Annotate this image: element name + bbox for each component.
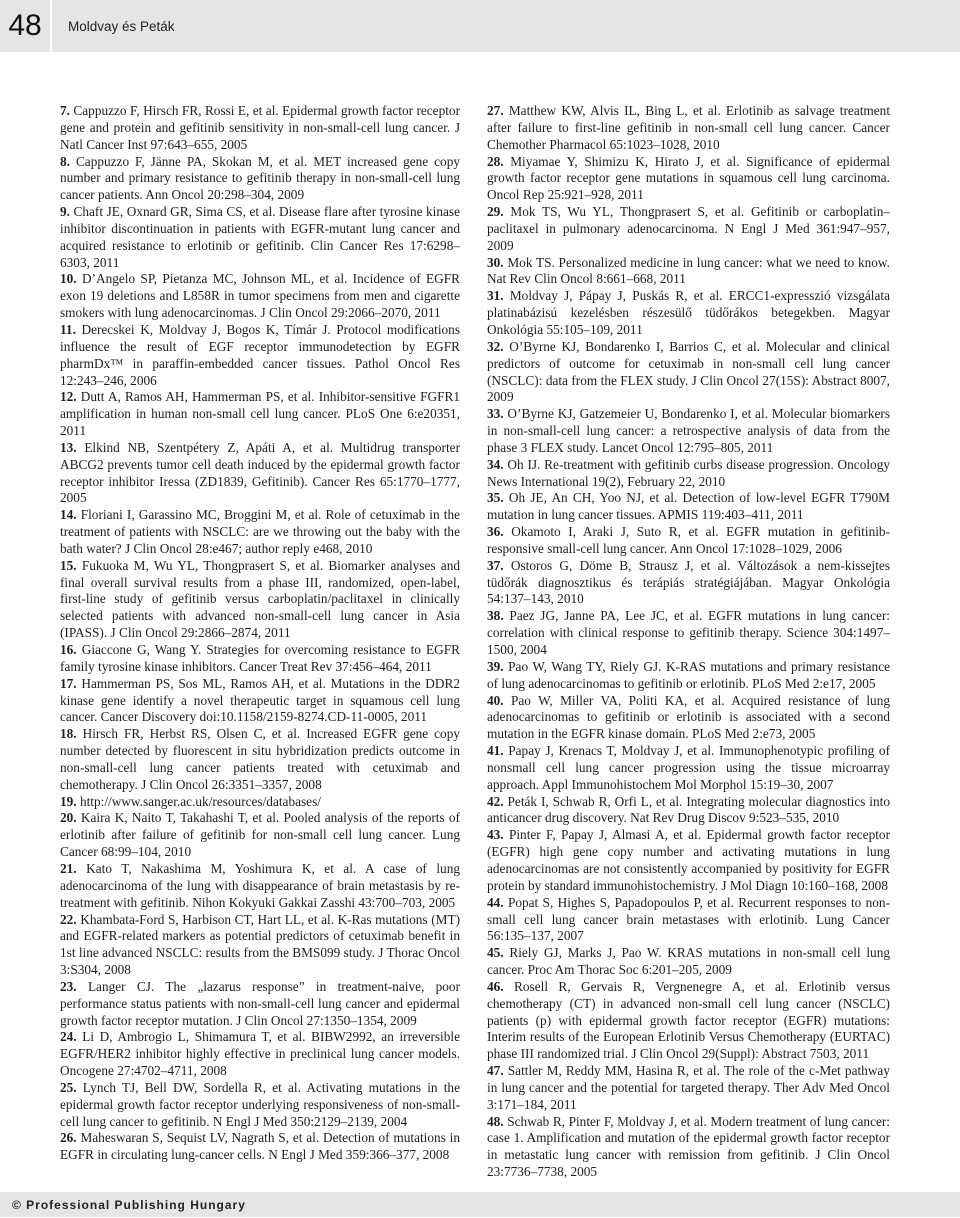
reference-item: [60, 642, 460, 676]
reference-item: [60, 912, 460, 979]
reference-item: [60, 322, 460, 389]
reference-text: Pao W, Miller VA, Politi KA, et al. Acquired resistance of lung adenocarcinomas to gefitinib or erlotinib is associated with a second mutation in the EGFR kinase domain. PLoS Med 2:e73, 2005: [487, 692, 890, 742]
reference-item: [60, 1130, 460, 1164]
reference-number: 42.: [487, 793, 504, 809]
reference-number: 16.: [60, 642, 77, 657]
reference-text: D’Angelo SP, Pietanza MC, Johnson ML, et al. Incidence of EGFR exon 19 deletions and L858R in tumor specimens from men and cigarette smokers with lung adenocarcinomas. J Clin Oncol 29:2066–2070, 2011: [60, 271, 460, 321]
reference-text: Schwab R, Pinter F, Moldvay J, et al. Modern treatment of lung cancer: case 1. Amplification and mutation of the epidermal growth factor receptor in metastatic lung cancer with remission from gefitinib. J Clin Oncol 23:7736–7738, 2005: [487, 1113, 890, 1180]
reference-text: Sattler M, Reddy MM, Hasina R, et al. The role of the c-Met pathway in lung cancer and the potential for targeted therapy. Ther Adv Med Oncol 3:171–184, 2011: [487, 1063, 890, 1112]
reference-text: Elkind NB, Szentpétery Z, Apáti A, et al. Multidrug transporter ABCG2 prevents tumor cell death induced by the epidermal growth factor receptor inhibitor Iressa (ZD1839, Gefitinib). Cancer Res 65:1770–1777, 2005: [60, 439, 460, 506]
reference-text: Cappuzzo F, Jänne PA, Skokan M, et al. MET increased gene copy number and primary resistance to gefitinib therapy in non-small-cell lung cancer patients. Ann Oncol 20:298–304, 2009: [60, 153, 461, 203]
reference-item: [487, 490, 890, 524]
reference-text: Chaft JE, Oxnard GR, Sima CS, et al. Disease flare after tyrosine kinase inhibitor discontinuation in patients with EGFR-mutant lung cancer and acquired resistance to erlotinib or gefitinib. Clin Cancer Res 17:6298–6303, 2011: [60, 204, 460, 270]
reference-number: 35.: [487, 490, 504, 506]
reference-number: 36.: [487, 524, 504, 540]
reference-text: Derecskei K, Moldvay J, Bogos K, Tímár J. Protocol modifications influence the result of EGF receptor immunodetection by EGFR pharmDx™ in paraffin-embedded cancer tissues. Pathol Oncol Res 12:243–246, 2006: [60, 321, 461, 388]
reference-text: Maheswaran S, Sequist LV, Nagrath S, et al. Detection of mutations in EGFR in circulating lung-cancer cells. N Engl J Med 359:366–377, 2008: [60, 1130, 460, 1163]
reference-item: [487, 558, 890, 609]
reference-item: [487, 154, 890, 205]
reference-number: 14.: [60, 507, 77, 523]
reference-number: 21.: [60, 860, 77, 876]
reference-item: [487, 693, 890, 744]
running-title: Moldvay és Peták: [68, 19, 175, 34]
reference-text: Lynch TJ, Bell DW, Sordella R, et al. Activating mutations in the epidermal growth factor receptor underlying responsiveness of non-small-cell lung cancer to gefitinib. N Engl J Med 350:2129–2139, 2004: [60, 1079, 460, 1129]
reference-item: [60, 810, 460, 861]
reference-item: [487, 103, 890, 154]
reference-item: [60, 794, 460, 811]
reference-item: [60, 507, 460, 558]
reference-number: 17.: [60, 675, 77, 691]
reference-text: Okamoto I, Araki J, Suto R, et al. EGFR mutation in gefitinib-responsive small-cell lung cancer. Ann Oncol 17:1028–1029, 2006: [487, 524, 890, 556]
reference-text: Hammerman PS, Sos ML, Ramos AH, et al. Mutations in the DDR2 kinase gene identify a novel therapeutic target in squamous cell lung cancer. Cancer Discovery doi:10.1158/2159-8274.CD-11-0005, 2011: [60, 675, 460, 725]
reference-item: [60, 389, 460, 440]
reference-text: Papay J, Krenacs T, Moldvay J, et al. Immunophenotypic profiling of nonsmall cell lung cancer progression using the tissue microarray approach. Appl Immunohistochem Mol Morphol 15:19–30, 2007: [487, 743, 890, 792]
reference-number: 47.: [487, 1063, 504, 1079]
reference-item: [60, 154, 460, 205]
reference-number: 27.: [487, 103, 504, 118]
reference-text: Cappuzzo F, Hirsch FR, Rossi E, et al. Epidermal growth factor receptor gene and protein and gefitinib sensitivity in non-small-cell lung cancer. J Natl Cancer Inst 97:643–655, 2005: [60, 103, 460, 152]
reference-text: Ostoros G, Döme B, Strausz J, et al. Változások a nem-kissejtes tüdőrák diagnosztikus és terápiás stratégiájában. Magyar Onkológia 54:137–143, 2010: [487, 557, 890, 607]
reference-number: 22.: [60, 911, 77, 927]
reference-number: 10.: [60, 271, 77, 287]
reference-number: 32.: [487, 338, 504, 354]
reference-number: 7.: [60, 103, 70, 118]
reference-number: 48.: [487, 1113, 504, 1129]
reference-number: 46.: [487, 978, 504, 994]
copyright-notice: © Professional Publishing Hungary: [12, 1198, 246, 1212]
reference-item: [60, 726, 460, 793]
reference-number: 43.: [487, 827, 504, 843]
reference-number: 39.: [487, 658, 504, 674]
references-left-column: [60, 103, 460, 1164]
reference-item: [60, 1029, 460, 1080]
reference-number: 9.: [60, 204, 70, 220]
reference-number: 38.: [487, 608, 504, 624]
reference-item: [487, 406, 890, 457]
reference-text: Fukuoka M, Wu YL, Thongprasert S, et al. Biomarker analyses and final overall survival results from a phase III, randomized, open-label, first-line study of gefitinib versus carboplatin/paclitaxel in clinically selected patients with advanced non-small-cell lung cancer in Asia (IPASS). J Clin Oncol 29:2866–2874, 2011: [60, 557, 460, 641]
reference-number: 18.: [60, 726, 77, 742]
reference-item: [60, 558, 460, 642]
reference-text: Kaira K, Naito T, Takahashi T, et al. Pooled analysis of the reports of erlotinib after failure of gefitinib for non-small cell lung cancer. Lung Cancer 68:99–104, 2010: [60, 810, 460, 860]
reference-number: 40.: [487, 692, 504, 708]
reference-item: [60, 861, 460, 912]
reference-text: Langer CJ. The „lazarus response” in treatment-naive, poor performance status patients with non-small-cell lung cancer and epidermal growth factor receptor mutation. J Clin Oncol 27:1350–1354, 2009: [60, 978, 460, 1028]
reference-text: Giaccone G, Wang Y. Strategies for overcoming resistance to EGFR family tyrosine kinase inhibitors. Cancer Treat Rev 37:456–464, 2011: [60, 642, 460, 674]
reference-item: [60, 204, 460, 271]
reference-text: Mok TS. Personalized medicine in lung cancer: what we need to know. Nat Rev Clin Oncol 8:661–668, 2011: [487, 254, 890, 287]
reference-item: [60, 103, 460, 154]
reference-number: 41.: [487, 743, 504, 759]
reference-text: Hirsch FR, Herbst RS, Olsen C, et al. Increased EGFR gene copy number detected by fluorescent in situ hybridization predicts outcome in non-small-cell lung cancer patients treated with cetuximab and chemotherapy. J Clin Oncol 26:3351–3357, 2008: [60, 726, 461, 792]
reference-item: [60, 1080, 460, 1131]
reference-text: Pinter F, Papay J, Almasi A, et al. Epidermal growth factor receptor (EGFR) high gene copy number and activating mutations in lung adenocarcinomas are not consistently accompanied by positivity for EGFR protein by standard immunohistochemistry. J Mol Diagn 10:160–168, 2008: [487, 827, 890, 893]
reference-item: [487, 255, 890, 289]
reference-item: [487, 743, 890, 794]
reference-item: [487, 204, 890, 255]
reference-number: 25.: [60, 1079, 77, 1095]
reference-text: Popat S, Highes S, Papadopoulos P, et al. Recurrent responses to non-small cell lung cancer brain metastases with erlotinib. Lung Cancer 56:135–137, 2007: [487, 894, 891, 944]
reference-number: 45.: [487, 945, 504, 961]
reference-text: O’Byrne KJ, Bondarenko I, Barrios C, et al. Molecular and clinical predictors of outcome for cetuximab in non-small cell lung cancer (NSCLC): data from the FLEX study. J Clin Oncol 27(15S): Abstract 8007, 2009: [487, 338, 890, 405]
reference-number: 28.: [487, 153, 504, 169]
reference-item: [487, 1114, 890, 1181]
reference-item: [487, 457, 890, 491]
reference-text: Miyamae Y, Shimizu K, Hirato J, et al. Significance of epidermal growth factor receptor gene mutations in squamous cell lung carcinoma. Oncol Rep 25:921–928, 2011: [487, 153, 890, 203]
reference-number: 30.: [487, 254, 504, 270]
reference-number: 26.: [60, 1130, 77, 1146]
reference-item: [487, 524, 890, 558]
reference-text: Kato T, Nakashima M, Yoshimura K, et al. A case of lung adenocarcinoma of the lung with disappearance of brain metastasis by re-treatment with gefitinib. Nihon Kokyuki Gakkai Zasshi 43:700–703, 2005: [60, 860, 460, 910]
reference-number: 34.: [487, 456, 504, 472]
reference-item: [60, 676, 460, 727]
reference-number: 19.: [60, 793, 77, 809]
reference-number: 20.: [60, 810, 77, 826]
reference-text: Oh JE, An CH, Yoo NJ, et al. Detection of low-level EGFR T790M mutation in lung cancer tissues. APMIS 119:403–411, 2011: [487, 490, 891, 523]
reference-item: [487, 659, 890, 693]
reference-number: 23.: [60, 978, 77, 994]
reference-item: [60, 979, 460, 1030]
reference-number: 44.: [487, 894, 504, 910]
reference-item: [487, 827, 890, 894]
reference-text: Moldvay J, Pápay J, Puskás R, et al. ERCC1-expresszió vizsgálata platinabázisú kezelésben részesülő tüdőrákos betegekben. Magyar Onkológia 55:105–109, 2011: [487, 288, 890, 337]
reference-text: Matthew KW, Alvis IL, Bing L, et al. Erlotinib as salvage treatment after failure to first-line gefitinib in non-small cell lung cancer. Cancer Chemother Pharmacol 65:1023–1028, 2010: [487, 103, 891, 152]
reference-number: 37.: [487, 557, 504, 573]
reference-text: Paez JG, Janne PA, Lee JC, et al. EGFR mutations in lung cancer: correlation with clinical response to gefitinib therapy. Science 304:1497–1500, 2004: [487, 608, 891, 657]
reference-text: Riely GJ, Marks J, Pao W. KRAS mutations in non-small cell lung cancer. Proc Am Thorac Soc 6:201–205, 2009: [487, 945, 890, 978]
reference-number: 15.: [60, 557, 77, 573]
reference-item: [60, 271, 460, 322]
reference-item: [487, 339, 890, 406]
reference-text: Floriani I, Garassino MC, Broggini M, et al. Role of cetuximab in the treatment of patients with NSCLC: are we throwing out the baby with the bath water? J Clin Oncol 28:e467; author reply e468, 2010: [60, 507, 460, 556]
reference-item: [487, 979, 890, 1063]
reference-item: [487, 1063, 890, 1114]
reference-number: 11.: [60, 321, 76, 337]
reference-text: Khambata-Ford S, Harbison CT, Hart LL, et al. K-Ras mutations (MT) and EGFR-related markers as potential predictors of cetuximab benefit in 1st line advanced NSCLC: results from the BMS099 study. J Thorac Oncol 3:S304, 2008: [60, 911, 460, 978]
reference-item: [487, 895, 890, 946]
reference-text: Peták I, Schwab R, Orfi L, et al. Integrating molecular diagnostics into anticancer drug discovery. Nat Rev Drug Discov 9:523–535, 2010: [487, 793, 890, 826]
reference-number: 33.: [487, 406, 504, 422]
reference-text: Pao W, Wang TY, Riely GJ. K-RAS mutations and primary resistance of lung adenocarcinomas to gefitinib or erlotinib. PLoS Med 2:e17, 2005: [487, 658, 891, 691]
reference-number: 13.: [60, 439, 77, 455]
reference-item: [487, 794, 890, 828]
reference-text: Mok TS, Wu YL, Thongprasert S, et al. Gefitinib or carboplatin–paclitaxel in pulmonary adenocarcinoma. N Engl J Med 361:947–957, 2009: [487, 204, 890, 253]
reference-item: [60, 440, 460, 507]
reference-number: 24.: [60, 1029, 77, 1045]
reference-text: Oh IJ. Re-treatment with gefitinib curbs disease progression. Oncology News International 19(2), February 22, 2010: [487, 456, 890, 489]
references-right-column: [487, 103, 890, 1181]
page-header: [0, 0, 960, 52]
reference-text: http://www.sanger.ac.uk/resources/databases/: [79, 793, 321, 809]
reference-number: 12.: [60, 389, 77, 405]
reference-number: 31.: [487, 288, 504, 304]
reference-text: Li D, Ambrogio L, Shimamura T, et al. BIBW2992, an irreversible EGFR/HER2 inhibitor highly effective in preclinical lung cancer models. Oncogene 27:4702–4711, 2008: [60, 1029, 460, 1079]
reference-item: [487, 288, 890, 339]
reference-item: [487, 945, 890, 979]
reference-item: [487, 608, 890, 659]
reference-number: 29.: [487, 204, 504, 220]
reference-text: Rosell R, Gervais R, Vergnenegre A, et al. Erlotinib versus chemotherapy (CT) in advanced non-small cell lung cancer (NSCLC) patients (p) with epidermal growth factor receptor (EGFR) mutations: Interim results of the European Erlotinib Versus Chemotherapy (EURTAC) phase III randomized trial. J Clin Oncol 29(Suppl): Abstract 7503, 2011: [487, 978, 890, 1062]
reference-text: Dutt A, Ramos AH, Hammerman PS, et al. Inhibitor-sensitive FGFR1 amplification in human non-small cell lung cancer. PLoS One 6:e20351, 2011: [60, 389, 460, 439]
page-number: 48: [0, 0, 52, 52]
reference-text: O’Byrne KJ, Gatzemeier U, Bondarenko I, et al. Molecular biomarkers in non-small-cell lung cancer: a retrospective analysis of data from the phase 3 FLEX study. Lancet Oncol 12:795–805, 2011: [487, 406, 891, 455]
reference-number: 8.: [60, 153, 70, 169]
